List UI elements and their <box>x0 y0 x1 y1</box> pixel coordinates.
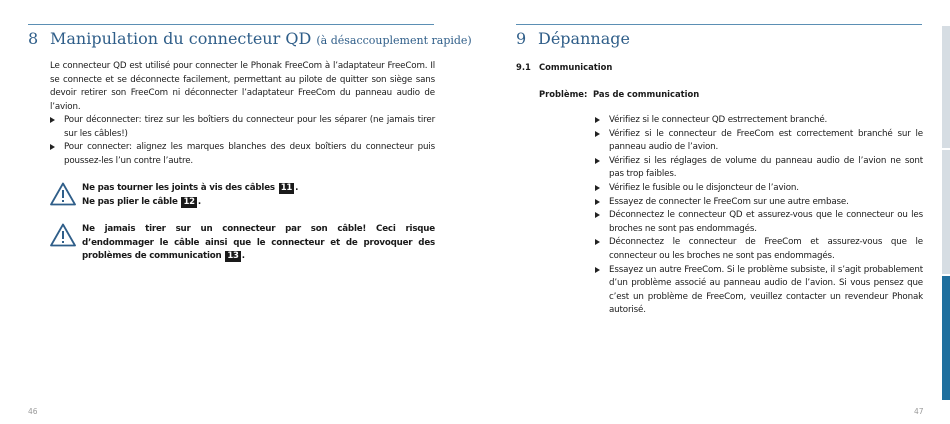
bullet-arrow-icon <box>595 199 600 205</box>
chapter-number: 9 <box>516 29 527 48</box>
chapter-number: 8 <box>28 29 39 48</box>
section-title: Communication <box>539 62 613 72</box>
list-item: Vérifiez si le connecteur QD estrrectement branché. <box>595 114 923 128</box>
problem-text: Pas de communication <box>593 89 700 99</box>
bullet-arrow-icon <box>595 158 600 164</box>
page-number: 46 <box>28 407 38 416</box>
troubleshooting-list <box>595 114 923 318</box>
list-item: Pour connecter: alignez les marques blanches des deux boîtiers du connecteur puis poussez-les l’un contre l’autre. <box>50 141 435 168</box>
warning-triangle-icon <box>50 223 76 247</box>
list-item: Pour déconnecter: tirez sur les boîtiers du connecteur pour les séparer (ne jamais tirer sur les câbles!) <box>50 114 435 141</box>
chapter-tab <box>942 26 950 148</box>
chapter-subtitle: (à désaccouplement rapide) <box>316 34 472 47</box>
bullet-arrow-icon <box>595 212 600 218</box>
bullet-arrow-icon <box>595 185 600 191</box>
figure-ref: 13 <box>227 251 239 262</box>
page-number: 47 <box>914 407 924 416</box>
warning-text: Ne jamais tirer sur un connecteur par son câble! Ceci risque d’endommager le câble ainsi que le connecteur et de provoquer des problèmes de communication 13 . <box>82 224 435 262</box>
chapter-title: Dépannage <box>538 29 630 48</box>
bullet-arrow-icon <box>595 239 600 245</box>
problem-label: Problème: <box>539 89 588 99</box>
list-item: Essayez un autre FreeCom. Si le problème subsiste, il s’agit probablement d’un problème associé au panneau audio de l’avion. Si vous pensez que c’est un problème de FreeCom, veuillez contacter un revendeur Phonak autorisé. <box>595 264 923 318</box>
list-item: Vérifiez si les réglages de volume du panneau audio de l’avion ne sont pas trop faibles. <box>595 155 923 182</box>
chapter-title <box>50 29 472 48</box>
chapter-title-main: Manipulation du connecteur QD <box>50 29 312 48</box>
list-item: Déconnectez le connecteur QD et assurez-vous que le connecteur ou les broches ne sont pas endommagés. <box>595 209 923 236</box>
list-item: Déconnectez le connecteur de FreeCom et assurez-vous que le connecteur ou les broches ne sont pas endommagés. <box>595 236 923 263</box>
heading-rule <box>28 24 434 25</box>
warning-text: Ne pas tourner les joints à vis des câbles 11 . Ne pas plier le câble 12 . <box>82 183 299 207</box>
bullet-arrow-icon <box>595 267 600 273</box>
figure-ref: 11 <box>280 183 293 193</box>
warning-cable-handling <box>50 182 435 212</box>
intro-paragraph: Le connecteur QD est utilisé pour connecter le Phonak FreeCom à l’adaptateur FreeCom. Il se connecte et se déconnecte facilement, permettant au pilote de quitter son siège sans devoir retirer son FreeCom ni déconnecter l’adaptateur FreeCom du panneau audio de l’avion. <box>50 61 435 112</box>
bullet-arrow-icon <box>595 117 600 123</box>
list-item: Essayez de connecter le FreeCom sur une autre embase. <box>595 196 923 210</box>
warning-triangle-icon <box>50 182 76 206</box>
list-item: Vérifiez le fusible ou le disjoncteur de l’avion. <box>595 182 923 196</box>
bullet-arrow-icon <box>595 131 600 137</box>
figure-ref: 12 <box>183 196 195 207</box>
heading-rule <box>516 24 922 25</box>
bullet-arrow-icon <box>50 117 55 123</box>
right-page <box>475 0 950 424</box>
warning-pull-cable <box>50 223 435 262</box>
list-item: Vérifiez si le connecteur de FreeCom est correctement branché sur le panneau audio de l’avion. <box>595 128 923 155</box>
bullet-arrow-icon <box>50 144 55 150</box>
section-number: 9.1 <box>516 62 531 72</box>
chapter-tab-active <box>942 276 950 400</box>
chapter-tab <box>942 150 950 274</box>
connector-instructions-list <box>50 114 435 168</box>
